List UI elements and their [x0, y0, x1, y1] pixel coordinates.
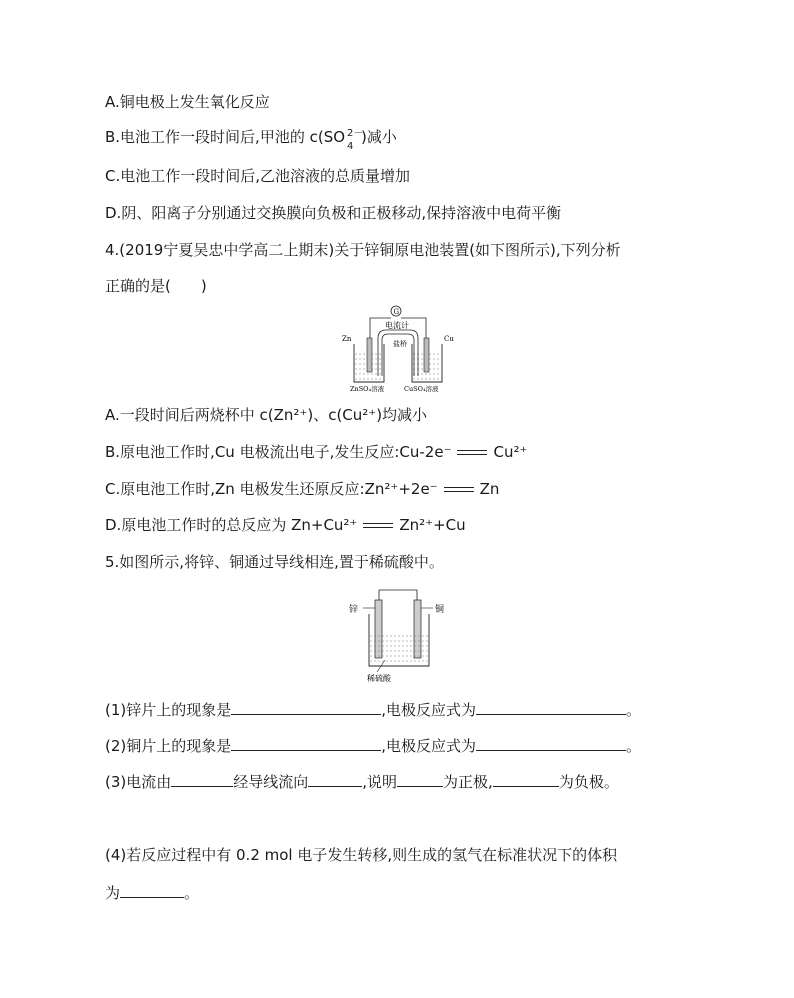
connecting-wire — [379, 590, 417, 600]
sulfate-subscript: 4 — [347, 141, 354, 152]
answer-blank[interactable] — [493, 772, 559, 787]
q5-stem: 5.如图所示,将锌、铜通过导线相连,置于稀硫酸中。 — [105, 553, 444, 571]
q4-option-a: A.一段时间后两烧杯中 c(Zn²⁺)、c(Cu²⁺)均减小 — [105, 406, 428, 424]
q5-part3-text-e: 为负极。 — [558, 773, 619, 791]
q4-option-c — [105, 479, 499, 499]
equals-sign — [444, 487, 474, 492]
q4-stem-line2: 正确的是( ) — [105, 277, 207, 295]
zinc-plate — [375, 600, 382, 658]
q5-part3 — [105, 772, 619, 792]
q3-option-c: C.电池工作一段时间后,乙池溶液的总质量增加 — [105, 167, 411, 185]
q5-part3-text-d: 为正极, — [443, 773, 493, 791]
q4-option-b-post: Cu²⁺ — [493, 443, 528, 461]
copper-plate — [414, 600, 421, 658]
q4-option-b — [105, 442, 527, 462]
q5-part4-text-a: 为 — [105, 884, 121, 902]
zinc-electrode — [367, 338, 372, 372]
q3-option-b-pre: B.电池工作一段时间后,甲池的 c(SO — [105, 128, 346, 146]
q5-part2 — [105, 736, 641, 756]
q4-option-b-pre: B.原电池工作时,Cu 电极流出电子,发生反应:Cu-2e⁻ — [105, 443, 452, 461]
answer-blank[interactable] — [476, 700, 626, 715]
equals-sign — [363, 523, 393, 528]
copper-label: 铜 — [435, 605, 445, 615]
q4-option-c-post: Zn — [479, 480, 500, 498]
q5-part1-end: 。 — [626, 701, 642, 719]
sulfate-superscript: 2－ — [347, 128, 364, 139]
q4-option-d — [105, 515, 466, 535]
q5-part1-text-b: ,电极反应式为 — [381, 701, 477, 719]
q5-part3-text-c: ,说明 — [362, 773, 398, 791]
sulfate-charge — [345, 127, 364, 152]
q5-part2-end: 。 — [626, 737, 642, 755]
answer-blank[interactable] — [397, 772, 443, 787]
meter-label: 电流计 — [385, 321, 409, 330]
q5-part4-line2 — [105, 883, 199, 903]
q4-stem-line1: 4.(2019宁夏吴忠中学高二上期末)关于锌铜原电池装置(如下图所示),下列分析 — [105, 241, 621, 259]
q4-option-c-pre: C.原电池工作时,Zn 电极发生还原反应:Zn²⁺+2e⁻ — [105, 480, 438, 498]
answer-blank[interactable] — [120, 883, 184, 898]
galvanic-cell-figure — [340, 304, 460, 394]
answer-blank[interactable] — [231, 700, 381, 715]
q3-option-b — [105, 127, 397, 152]
q5-part4-line1: (4)若反应过程中有 0.2 mol 电子发生转移,则生成的氢气在标准状况下的体积 — [105, 846, 618, 864]
zn-label: Zn — [342, 335, 352, 343]
q5-part1-text-a: (1)锌片上的现象是 — [105, 701, 232, 719]
copper-electrode — [424, 338, 429, 372]
acid-label: 稀硫酸 — [367, 674, 391, 683]
q5-part2-text-b: ,电极反应式为 — [381, 737, 477, 755]
zn-cu-acid-figure — [345, 584, 455, 684]
q4-option-d-post: Zn²⁺+Cu — [399, 516, 466, 534]
q5-part4-end: 。 — [184, 884, 200, 902]
q5-part3-text-b: 经导线流向 — [233, 773, 309, 791]
equals-sign — [457, 450, 487, 455]
q3-option-a: A.铜电极上发生氧化反应 — [105, 93, 270, 111]
cu-label: Cu — [444, 335, 454, 343]
q3-option-b-post: )减小 — [361, 128, 397, 146]
q4-option-d-pre: D.原电池工作时的总反应为 Zn+Cu²⁺ — [105, 516, 358, 534]
q5-part1 — [105, 700, 641, 720]
answer-blank[interactable] — [171, 772, 233, 787]
zinc-label: 锌 — [349, 605, 359, 615]
q5-part2-text-a: (2)铜片上的现象是 — [105, 737, 232, 755]
answer-blank[interactable] — [231, 736, 381, 751]
znso4-label: ZnSO₄溶液 — [350, 385, 385, 393]
answer-blank[interactable] — [476, 736, 626, 751]
galvanometer-symbol: G — [393, 308, 400, 316]
answer-blank[interactable] — [308, 772, 362, 787]
q3-option-d: D.阴、阳离子分别通过交换膜向负极和正极移动,保持溶液中电荷平衡 — [105, 204, 562, 222]
cuso4-label: CuSO₄溶液 — [404, 385, 439, 393]
salt-bridge-label: 盐桥 — [393, 340, 407, 348]
q5-part3-text-a: (3)电流由 — [105, 773, 172, 791]
